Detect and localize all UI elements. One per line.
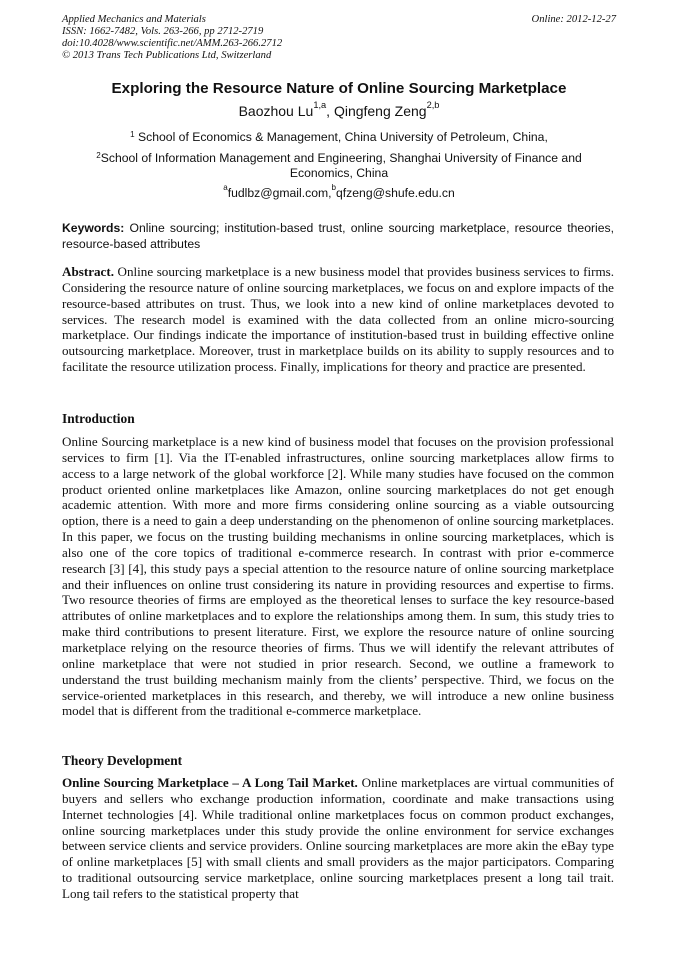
abstract-paragraph [62, 264, 614, 375]
author-separator: , [326, 103, 334, 119]
theory-heading: Theory Development [62, 753, 183, 768]
affiliation-2-text: School of Information Management and Engineering, Shanghai University of Finance and Economics, China [100, 151, 582, 180]
keywords-label: Keywords: [62, 221, 125, 235]
introduction-heading: Introduction [62, 411, 135, 426]
affiliation-1-text: School of Economics & Management, China University of Petroleum, China, [134, 130, 548, 144]
email-line [62, 183, 616, 200]
author-1: Baozhou Lu [238, 103, 314, 119]
paper-title: Exploring the Resource Nature of Online Sourcing Marketplace [111, 80, 567, 97]
keywords-block [62, 221, 614, 252]
author-2-sup: 2,b [426, 99, 440, 110]
affiliation-2-sup: 2 [96, 151, 101, 161]
journal-name: Applied Mechanics and Materials [62, 14, 206, 25]
keywords-text: Online sourcing; institution-based trust, online sourcing marketplace, resource theories, resource-based attributes [62, 221, 614, 251]
introduction-paragraph: Online Sourcing marketplace is a new kind of business model that focuses on the provision professional services to firm [1]. Via the IT-enabled infrastructures, online sourcing marketplaces allow firms to access to a large network of the global workforce [2]. While many studies have focused on the common product oriented online marketplaces like Amazon, online sourcing marketplaces do not get enough academic attention. With more and more firms considering online sourcing as a viable outsourcing option, there is a need to gain a deep understanding on the phenomenon of online sourcing marketplaces. In this paper, we focus on the trusting building mechanisms in online sourcing marketplaces, which is also one of the core topics of traditional e-commerce research. In contrast with prior e-commerce research [3] [4], this study pays a special attention to the resource nature of online sourcing marketplace and their influences on online trust considering its nature in providing resources and expertise to firms. Two resource theories of firms are employed as the theoretical lenses to surface the key resource-based attributes of online marketplaces and to explore the relationships among them. In sum, this study tries to make third contributions to present literature. First, we explore the resource nature of online sourcing marketplace relying on the resource theories of firms. Thus we will identify the relevant attributes of online marketplace that were not studied in prior research. Second, we outline a framework to understand the trust building mechanism mainly from the clients’ perspective. Third, we focus on the service-oriented marketplaces in this research, and thereby, we will introduce a new online business model that is different from the traditional e-commerce marketplace. [62, 434, 614, 719]
abstract-label: Abstract. [62, 264, 114, 279]
email-b: qfzeng@shufe.edu.cn [336, 186, 455, 200]
email-a: fudlbz@gmail.com, [227, 186, 332, 200]
email-b-sup: b [331, 183, 337, 193]
affiliation-1 [62, 130, 616, 145]
theory-text: Online marketplaces are virtual communities of buyers and sellers who exchange production information, coordinate and make transactions using Internet technologies [4]. While traditional online marketplaces focus on common product exchanges, online sourcing marketplaces under this study provide the online environment for service exchanges between service clients and service providers. Online sourcing marketplaces are more akin the eBay type of online marketplaces [5] with small clients and small providers as the major participators. Comparing to traditional outsourcing service marketplace, online sourcing marketplaces present a long tail trait. Long tail refers to the statistical property that [62, 775, 614, 901]
affiliation-2 [82, 151, 596, 181]
author-2: Qingfeng Zeng [333, 103, 427, 119]
online-date: Online: 2012-12-27 [531, 14, 616, 25]
journal-header [62, 14, 616, 62]
issn-line: ISSN: 1662-7482, Vols. 263-266, pp 2712-2719 [62, 26, 264, 37]
theory-lead: Online Sourcing Marketplace – A Long Tail Market. [62, 775, 358, 790]
copyright-line: © 2013 Trans Tech Publications Ltd, Switzerland [62, 50, 272, 61]
theory-paragraph [62, 775, 614, 902]
author-line [62, 99, 616, 119]
doi-line: doi:10.4028/www.scientific.net/AMM.263-266.2712 [62, 38, 283, 49]
affiliation-1-sup: 1 [130, 130, 135, 140]
email-a-sup: a [223, 183, 228, 193]
author-1-sup: 1,a [313, 99, 327, 110]
abstract-text: Online sourcing marketplace is a new business model that provides business services to firms. Considering the resource nature of online sourcing marketplaces, we focus on and explore impacts of the resource-based attributes on trust. Thus, we look into a new kind of online marketplaces devoted to services. The research model is examined with the data collected from an online micro-sourcing marketplace. Our findings indicate the importance of institution-based trust in building effective online outsourcing marketplace. Moreover, trust in marketplace builds on its ability to supply resources and to facilitate the resource utilization process. Finally, implications for theory and practice are presented. [62, 264, 614, 375]
